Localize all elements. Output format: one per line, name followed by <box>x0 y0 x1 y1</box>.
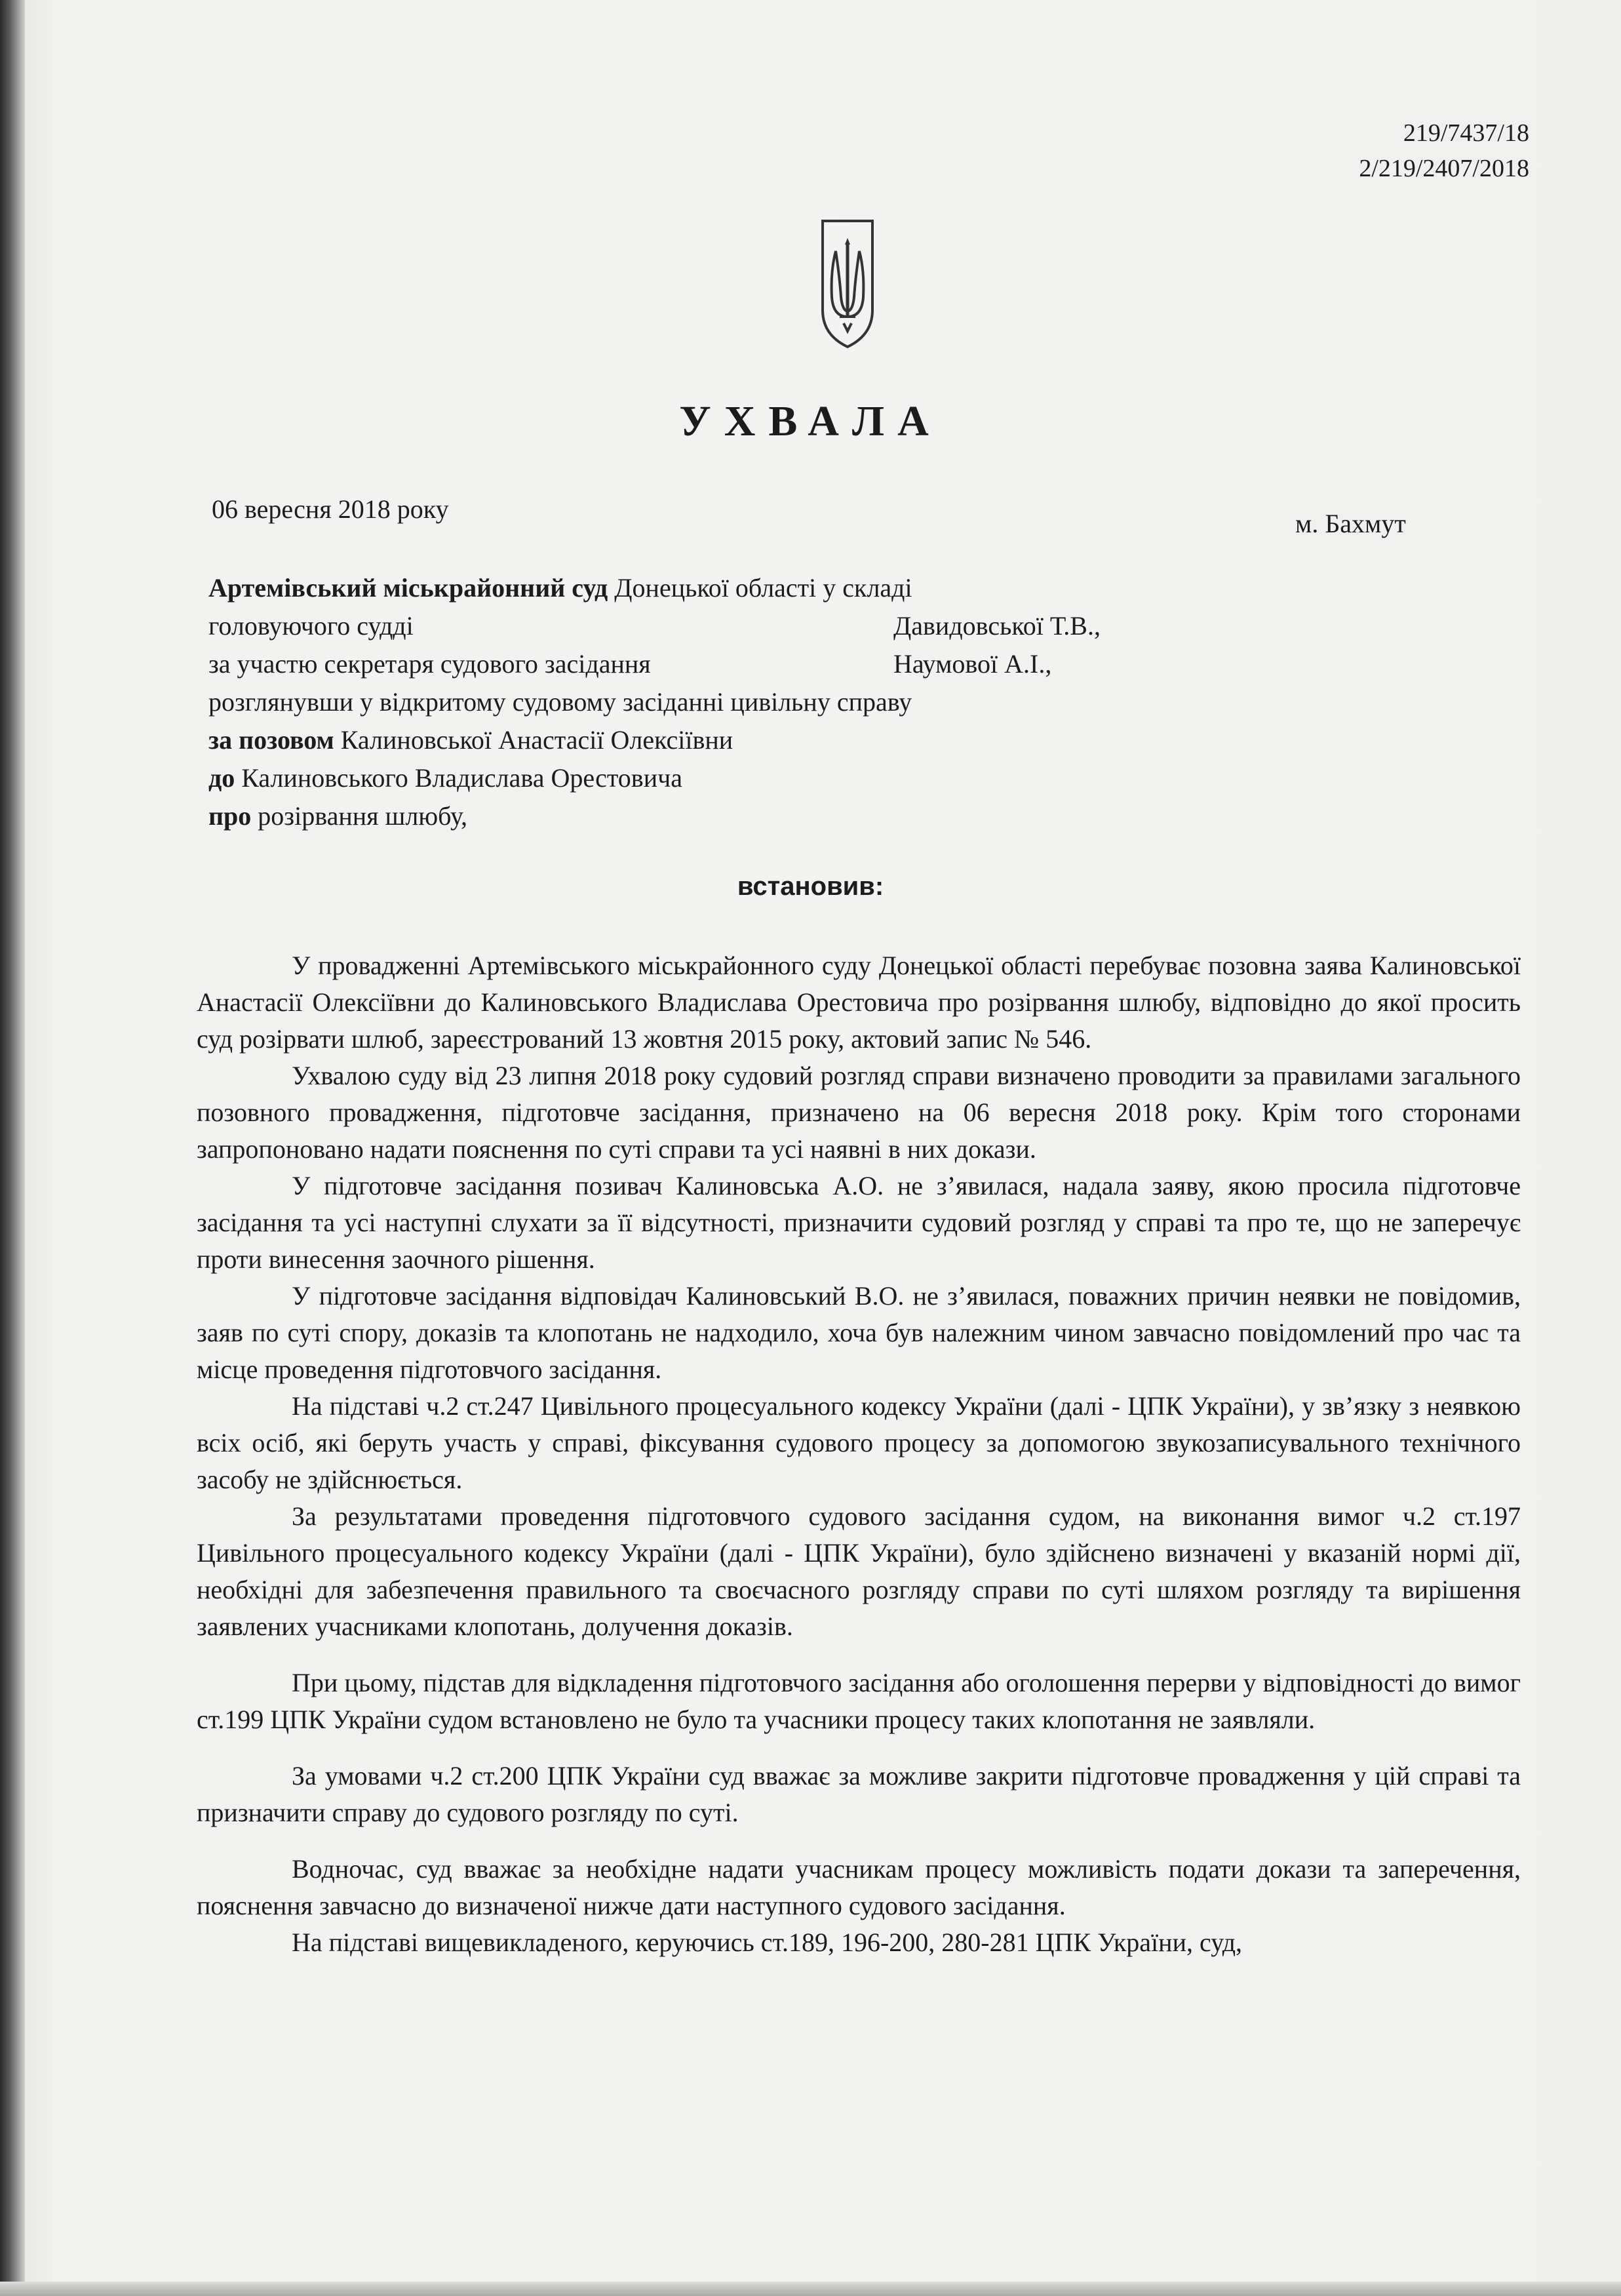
subject-label: про <box>208 801 252 831</box>
secretary-label: за участю секретаря судового засідання <box>208 649 651 679</box>
paragraph-7: При цьому, підстав для відкладення підготовчого засідання або оголошення перерви у відповідності до вимог ст.199 ЦПК України судом встановлено не було та учасники процесу таких клопотання не заявляли. <box>197 1668 1521 1734</box>
secretary-name: Наумової А.І., <box>893 649 1052 679</box>
scan-edge-left <box>0 0 25 2296</box>
paragraph-4: У підготовче засідання відповідач Калиновський В.О. не з’явилася, поважних причин неявки не повідомив, заяв по суті спору, доказів та клопотань не надходило, хоча був належним чином завчасно повідомлений про час та місце проведення підготовчого засідання. <box>197 1281 1521 1384</box>
intro-claim-line <box>208 721 1159 759</box>
considered-text: розглянувши у відкритому судовому засіданні цивільну справу <box>208 687 912 717</box>
defendant-name: Калиновського Владислава Орестовича <box>235 763 682 793</box>
paragraph-9: Водночас, суд вважає за необхідне надати учасникам процесу можливість подати докази та заперечення, пояснення завчасно до визначеної нижче дати наступного судового засідання. <box>197 1854 1521 1920</box>
intro-judge-line <box>208 607 1159 645</box>
intro-block <box>208 569 1159 835</box>
paragraph-2: Ухвалою суду від 23 липня 2018 року судовий розгляд справи визначено проводити за правилами загального позовного провадження, підготовче засідання, призначено на 06 вересня 2018 року. Крім того сторонами запропоновано надати пояснення по суті справи та усі наявні в них докази. <box>197 1061 1521 1164</box>
paragraph-3: У підготовче засідання позивач Калиновська А.О. не з’явилася, надала заяву, якою просила підготовче засідання та усі наступні слухати за її відсутності, призначити судовий розгляд у справі та про те, що не заперечує проти винесення заочного рішення. <box>197 1171 1521 1274</box>
judge-label: головуючого судді <box>208 611 414 641</box>
case-number-1: 219/7437/18 <box>1403 119 1529 147</box>
coat-of-arms-icon <box>820 218 875 349</box>
paragraph-6: За результатами проведення підготовчого судового засідання судом, на виконання вимог ч.2 ст.197 Цивільного процесуального кодексу України (далі - ЦПК України), було здійснено визначені у вказаній нормі дії, необхідні для забезпечення правильного та своєчасного розгляду справи по суті шляхом розгляду та вирішення заявлених учасниками клопотань, долучення доказів. <box>197 1501 1521 1641</box>
subject-text: розірвання шлюбу, <box>251 801 468 831</box>
established-heading: встановив: <box>737 872 884 901</box>
court-region: Донецької області у складі <box>608 573 912 603</box>
paragraph-10: На підставі вищевикладеного, керуючись ст.189, 196-200, 280-281 ЦПК України, суд, <box>292 1928 1243 1957</box>
document-title: УХВАЛА <box>679 397 942 445</box>
plaintiff-name: Калиновської Анастасії Олексіївни <box>334 725 733 755</box>
intro-considered-line <box>208 683 1159 721</box>
intro-court-line <box>208 569 1159 607</box>
paragraph-8: За умовами ч.2 ст.200 ЦПК України суд вважає за можливе закрити підготовче провадження у цій справі та призначити справу до судового розгляду по суті. <box>197 1761 1521 1827</box>
decision-date: 06 вересня 2018 року <box>212 494 449 524</box>
judge-name: Давидовської Т.В., <box>893 611 1101 641</box>
claim-label: за позовом <box>208 725 334 755</box>
intro-secretary-line <box>208 645 1159 683</box>
court-name: Артемівський міськрайонний суд <box>208 573 608 603</box>
intro-defendant-line <box>208 759 1159 797</box>
case-numbers <box>1359 115 1529 186</box>
paragraph-5: На підставі ч.2 ст.247 Цивільного процесуального кодексу України (далі - ЦПК України), у зв’язку з неявкою всіх осіб, які беруть участь у справі, фіксування судового процесу за допомогою звукозаписувального технічного засобу не здійснюється. <box>197 1391 1521 1494</box>
case-number-2: 2/219/2407/2018 <box>1359 155 1529 182</box>
defendant-label: до <box>208 763 235 793</box>
paragraph-1: У провадженні Артемівського міськрайонного суду Донецької області перебуває позовна заява Калиновської Анастасії Олексіївни до Калиновського Владислава Орестовича про розірвання шлюбу, відповідно до якої просить суд розірвати шлюб, зареєстрований 13 жовтня 2015 року, актовий запис № 546. <box>197 951 1521 1054</box>
intro-subject-line <box>208 797 1159 835</box>
body-text <box>197 947 1521 1961</box>
decision-city: м. Бахмут <box>1295 509 1406 538</box>
scan-edge-bottom <box>0 2282 1621 2296</box>
